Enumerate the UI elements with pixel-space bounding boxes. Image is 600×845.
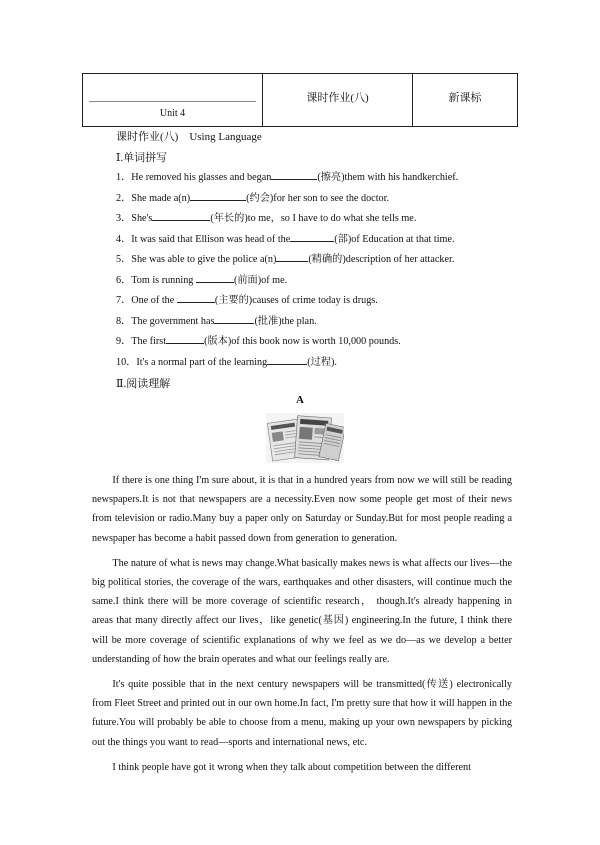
header-table — [82, 73, 518, 127]
item-text-before: The first — [131, 336, 167, 347]
spelling-item — [116, 293, 536, 314]
header-unit-cell — [83, 74, 263, 126]
item-text-before: She made a(n) — [131, 192, 191, 204]
homework-title: 课时作业(八) — [263, 74, 413, 126]
item-text-after: of this book now is worth 10,000 pounds. — [231, 336, 401, 347]
item-number: 6． — [116, 274, 132, 286]
page-subtitle: 课时作业(八) Using Language — [116, 131, 262, 143]
edition-label: 新课标 — [448, 92, 482, 104]
answer-blank[interactable] — [196, 273, 234, 283]
item-text-before: The government has — [131, 315, 215, 327]
unit-label: Unit 4 — [159, 108, 186, 119]
item-number: 9． — [116, 336, 132, 347]
item-text-after: for her son to see the doctor. — [273, 192, 390, 204]
item-text-before: He removed his glasses and began — [131, 172, 272, 183]
item-number: 8． — [116, 315, 132, 327]
section-title-spelling: Ⅰ.单词拼写 — [116, 152, 168, 164]
answer-blank[interactable] — [190, 191, 246, 201]
newspapers-image — [266, 413, 344, 463]
spelling-item — [116, 170, 536, 191]
item-text-before: She's — [131, 213, 153, 224]
answer-blank[interactable] — [152, 211, 210, 221]
item-hint: (版本) — [204, 336, 232, 347]
item-text-before: It's a normal part of the learning — [136, 356, 268, 368]
spelling-item — [116, 273, 536, 294]
item-hint: (年长的) — [210, 213, 248, 224]
spelling-item — [116, 191, 536, 212]
passage-paragraph: If there is one thing I'm sure about, it is that in a hundred years from now we will still be reading newspapers.It is not that newspapers are a necessity.Even now some people get most of their news from television or radio.Many buy a paper only on Saturday or Sunday.But for most people reading a newspaper has become a habit passed down from generation to generation. — [92, 475, 512, 544]
item-text-before: It was said that Ellison was head of the — [131, 233, 291, 245]
item-hint: (约会) — [246, 192, 274, 204]
item-text-after: them with his handkerchief. — [344, 172, 459, 183]
answer-blank[interactable] — [267, 355, 307, 365]
item-text-before: She was able to give the police a(n) — [131, 254, 277, 265]
answer-blank[interactable] — [177, 293, 215, 303]
spelling-item — [116, 232, 536, 253]
reading-passage — [92, 471, 512, 777]
item-text-after: . — [334, 356, 337, 368]
passage-paragraph: I think people have got it wrong when they talk about competition between the different — [112, 761, 471, 773]
item-hint: (主要的) — [214, 295, 253, 306]
item-hint: (批准) — [254, 315, 282, 327]
item-text-before: Tom is running — [131, 274, 196, 286]
item-number: 1． — [116, 172, 132, 183]
passage-letter: A — [296, 394, 304, 406]
answer-blank[interactable] — [290, 232, 334, 242]
item-text-after: of Education at that time. — [351, 233, 455, 245]
spelling-item — [116, 334, 536, 355]
answer-blank[interactable] — [276, 252, 308, 262]
item-hint: (擦亮) — [317, 172, 345, 183]
section-title-reading: Ⅱ.阅读理解 — [116, 378, 171, 390]
item-number: 5． — [116, 254, 132, 265]
spelling-item — [116, 314, 536, 335]
answer-blank[interactable] — [214, 314, 254, 324]
item-number: 4． — [116, 233, 132, 245]
item-hint: (过程) — [307, 356, 335, 368]
item-text-after: to me，so I have to do what she tells me. — [247, 213, 417, 224]
item-text-after: causes of crime today is drugs. — [252, 295, 378, 306]
item-number: 2． — [116, 192, 132, 204]
item-number: 7． — [116, 295, 132, 306]
spelling-item — [116, 252, 536, 273]
item-text-after: description of her attacker. — [345, 254, 455, 265]
item-hint: (部) — [334, 233, 352, 245]
item-text-before: One of the — [131, 295, 177, 306]
item-hint: (精确的) — [308, 254, 346, 265]
item-text-after: the plan. — [281, 315, 317, 327]
passage-paragraph: The nature of what is news may change.What basically makes news is what affects our lives—the big political stories, the coverage of the wars, earthquakes and other disasters, will continue much the same.I think there will be more coverage of scientific research， though.It's already happening in areas that many directly affect our lives，like genetic(基因) engineering.In the future, I think there will be more coverage of scientific explanations of why we feel as we do—as we develop a better understanding of how the brain operates and what our feelings really are. — [92, 557, 512, 665]
item-number: 3． — [116, 213, 132, 224]
item-hint: (前面) — [233, 274, 262, 286]
item-text-after: of me. — [261, 274, 288, 286]
item-number: 10． — [116, 356, 137, 368]
spelling-list — [116, 170, 536, 375]
answer-blank[interactable] — [271, 170, 317, 180]
passage-paragraph: It's quite possible that in the next century newspapers will be transmitted(传送) electronically from Fleet Street and printed out in our own home.In fact, I'm pretty sure that how it will happen in the future.You will probably be able to choose from a menu, making up your own newspapers by picking out the things you want to read—sports and international news, etc. — [92, 679, 512, 748]
header-underline — [89, 101, 256, 102]
spelling-item — [116, 211, 536, 232]
spelling-item — [116, 355, 536, 376]
answer-blank[interactable] — [166, 334, 204, 344]
